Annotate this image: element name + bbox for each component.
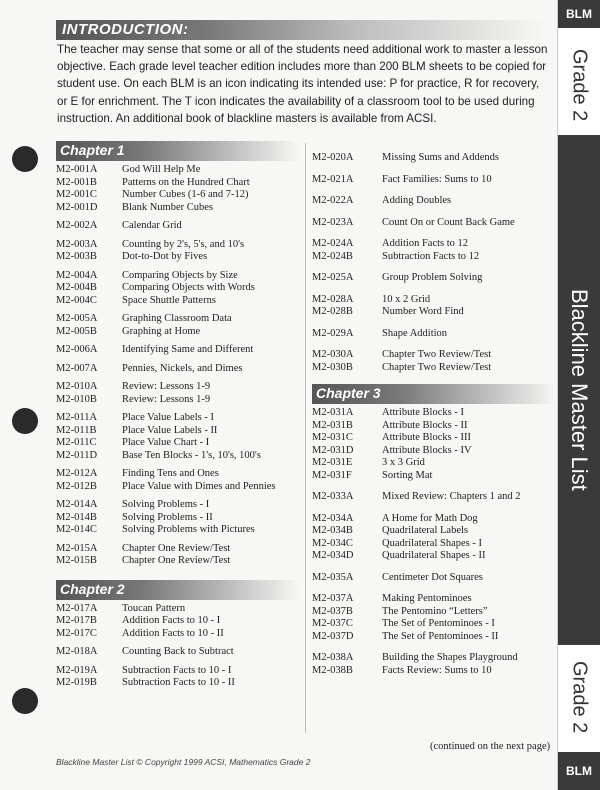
blm-row — [312, 217, 557, 230]
blm-code: M2-037A — [312, 593, 354, 604]
blm-code: M2-011B — [56, 424, 97, 436]
blm-code: M2-001D — [56, 201, 98, 213]
blm-code: M2-031A — [312, 407, 354, 418]
blm-row — [312, 272, 557, 285]
blm-row — [312, 432, 557, 445]
blm-title: Place Value Chart - I — [122, 437, 210, 448]
blm-title: Centimeter Dot Squares — [382, 571, 483, 583]
blm-row — [56, 251, 300, 264]
blm-code: M2-025A — [312, 272, 354, 283]
blm-title: The Set of Pentominoes - I — [382, 618, 495, 629]
blm-code: M2-002A — [56, 220, 98, 231]
blm-row — [312, 618, 557, 631]
blm-row — [56, 270, 300, 283]
blm-group — [56, 363, 300, 376]
blm-title: A Home for Math Dog — [382, 512, 478, 524]
blm-title: Graphing at Home — [122, 325, 201, 337]
continued-note: (continued on the next page) — [430, 741, 551, 752]
chapter-title: Chapter 3 — [316, 385, 381, 401]
blm-title: Mixed Review: Chapters 1 and 2 — [382, 491, 521, 502]
blm-title: Making Pentominoes — [382, 593, 472, 604]
blm-title: Identifying Same and Different — [122, 344, 254, 355]
blm-row — [56, 164, 300, 177]
blm-code: M2-030B — [312, 361, 353, 373]
blm-row — [312, 652, 557, 665]
blm-group — [312, 652, 557, 677]
blm-group — [56, 603, 300, 641]
blm-group — [56, 646, 300, 659]
blm-row — [56, 677, 300, 690]
intro-banner — [56, 20, 546, 40]
blm-title: Counting Back to Subtract — [122, 646, 234, 657]
blm-title: Facts Review: Sums to 10 — [382, 664, 492, 676]
blm-group — [312, 217, 557, 230]
blm-group — [312, 328, 557, 341]
blm-title: Place Value Labels - I — [122, 412, 214, 423]
blm-group — [312, 491, 557, 504]
blm-row — [56, 381, 300, 394]
tab-grade-bottom-text: Grade 2 — [568, 661, 591, 734]
blm-group — [312, 272, 557, 285]
blm-row — [312, 407, 557, 420]
blm-row — [312, 445, 557, 458]
blm-code: M2-001B — [56, 176, 97, 188]
blm-title: Chapter Two Review/Test — [382, 349, 492, 360]
blm-row — [56, 313, 300, 326]
blm-group — [56, 164, 300, 214]
blm-code: M2-014A — [56, 499, 98, 510]
blm-row — [312, 174, 557, 187]
blm-row — [56, 177, 300, 190]
blm-title: Chapter One Review/Test — [122, 555, 231, 566]
blm-code: M2-023A — [312, 216, 354, 228]
blm-code: M2-021A — [312, 173, 354, 185]
binder-hole — [12, 408, 38, 434]
blm-code: M2-028B — [312, 306, 353, 317]
left-column — [56, 141, 300, 696]
blm-row — [312, 572, 557, 585]
tab-title: Blackline Master List — [567, 289, 592, 491]
blm-row — [56, 468, 300, 481]
blm-code: M2-019B — [56, 677, 97, 688]
blm-code: M2-030A — [312, 349, 354, 360]
blm-code: M2-011D — [56, 449, 98, 461]
blm-title: Chapter Two Review/Test — [382, 361, 492, 373]
blm-title: Attribute Blocks - I — [382, 407, 464, 418]
blm-title: Solving Problems - II — [122, 511, 213, 523]
blm-code: M2-034C — [312, 537, 353, 549]
blm-code: M2-015A — [56, 542, 98, 554]
binder-hole — [12, 688, 38, 714]
blm-row — [312, 470, 557, 483]
blm-title: The Pentomino “Letters” — [382, 605, 488, 617]
blm-row — [312, 328, 557, 341]
blm-title: God Will Help Me — [122, 164, 201, 175]
blm-row — [312, 538, 557, 551]
blm-title: Subtraction Facts to 12 — [382, 250, 480, 262]
chapter-title: Chapter 2 — [60, 580, 125, 597]
blm-title: Quadrilateral Shapes - II — [382, 550, 486, 561]
blm-row — [312, 420, 557, 433]
blm-row — [56, 665, 300, 678]
blm-row — [56, 555, 300, 568]
blm-title: Fact Families: Sums to 10 — [382, 173, 492, 185]
blm-group — [56, 468, 300, 493]
blm-code: M2-014C — [56, 524, 97, 535]
blm-title: Group Problem Solving — [382, 272, 483, 283]
blm-code: M2-031F — [312, 469, 352, 481]
blm-row — [56, 628, 300, 641]
blm-group — [56, 543, 300, 568]
blm-row — [56, 603, 300, 616]
tab-grade-bottom — [558, 645, 600, 750]
blm-group — [56, 313, 300, 338]
blm-code: M2-004C — [56, 294, 97, 306]
blm-group — [56, 381, 300, 406]
blm-title: Solving Problems with Pictures — [122, 524, 255, 535]
blm-title: Toucan Pattern — [122, 602, 186, 614]
footer: Blackline Master List © Copyright 1999 ACSI, Mathematics Grade 2 — [56, 757, 311, 767]
blm-code: M2-037D — [312, 630, 354, 642]
blm-code: M2-034B — [312, 525, 353, 536]
blm-row — [312, 513, 557, 526]
blm-title: Review: Lessons 1-9 — [122, 393, 211, 405]
blm-title: Subtraction Facts to 10 - II — [122, 677, 235, 688]
blm-code: M2-035A — [312, 571, 354, 583]
blm-title: Place Value with Dimes and Pennies — [122, 480, 276, 492]
blm-row — [312, 606, 557, 619]
blm-group — [312, 513, 557, 563]
tab-grade-top-text: Grade 2 — [568, 48, 591, 122]
blm-group — [312, 152, 557, 165]
chapter-banner — [56, 580, 300, 600]
blm-row — [312, 550, 557, 563]
blm-group — [312, 572, 557, 585]
blm-code: M2-031D — [312, 444, 354, 456]
blm-code: M2-019A — [56, 664, 98, 676]
blm-code: M2-018A — [56, 646, 98, 657]
tab-title-block — [558, 135, 600, 645]
blm-group — [56, 499, 300, 537]
chapter-banner — [312, 384, 557, 404]
blm-code: M2-010B — [56, 393, 97, 405]
blm-group — [56, 344, 300, 357]
blm-code: M2-001C — [56, 189, 97, 200]
blm-title: Number Word Find — [382, 306, 464, 317]
blm-code: M2-012A — [56, 468, 98, 479]
blm-title: Place Value Labels - II — [122, 424, 218, 436]
blm-code: M2-005B — [56, 325, 97, 337]
blm-code: M2-034D — [312, 550, 354, 561]
tab-grade-top — [558, 30, 600, 140]
blm-code: M2-020A — [312, 152, 354, 163]
blm-title: The Set of Pentominoes - II — [382, 630, 499, 642]
blm-row — [56, 425, 300, 438]
blm-group — [56, 270, 300, 308]
blm-row — [312, 631, 557, 644]
blm-row — [56, 499, 300, 512]
blm-row — [56, 363, 300, 376]
blm-title: Comparing Objects by Size — [122, 269, 238, 281]
tab-blm-top: BLM — [558, 0, 600, 28]
blm-title: Building the Shapes Playground — [382, 652, 518, 663]
blm-code: M2-017B — [56, 615, 97, 626]
blm-title: Space Shuttle Patterns — [122, 294, 216, 306]
blm-code: M2-033A — [312, 491, 354, 502]
blm-group — [312, 238, 557, 263]
blm-code: M2-014B — [56, 511, 97, 523]
blm-row — [312, 349, 557, 362]
blm-row — [312, 251, 557, 264]
blm-title: Pennies, Nickels, and Dimes — [122, 362, 243, 374]
blm-code: M2-037B — [312, 605, 353, 617]
blm-title: Attribute Blocks - II — [382, 419, 468, 431]
blm-code: M2-005A — [56, 313, 98, 324]
blm-code: M2-017A — [56, 602, 98, 614]
blm-title: Addition Facts to 10 - II — [122, 627, 224, 639]
blm-row — [56, 481, 300, 494]
blm-title: Finding Tens and Ones — [122, 468, 219, 479]
blm-title: Addition Facts to 10 - I — [122, 615, 221, 626]
blm-row — [56, 326, 300, 339]
blm-title: Comparing Objects with Words — [122, 282, 255, 293]
blm-row — [312, 238, 557, 251]
blm-group — [312, 174, 557, 187]
blm-title: Subtraction Facts to 10 - I — [122, 664, 232, 676]
blm-group — [312, 349, 557, 374]
blm-row — [56, 437, 300, 450]
blm-title: 10 x 2 Grid — [382, 293, 431, 305]
blm-title: Missing Sums and Addends — [382, 152, 499, 163]
blm-title: Number Cubes (1-6 and 7-12) — [122, 189, 249, 200]
side-tab — [557, 0, 600, 790]
blm-row — [56, 239, 300, 252]
blm-title: Base Ten Blocks - 1's, 10's, 100's — [122, 449, 261, 461]
blm-row — [312, 525, 557, 538]
blm-row — [56, 295, 300, 308]
blm-title: Solving Problems - I — [122, 499, 210, 510]
blm-title: Shape Addition — [382, 327, 448, 339]
blm-row — [56, 189, 300, 202]
intro-heading: INTRODUCTION: — [62, 21, 189, 38]
blm-title: Quadrilateral Shapes - I — [382, 537, 483, 549]
blm-code: M2-028A — [312, 293, 354, 305]
blm-code: M2-003B — [56, 251, 97, 262]
binder-hole — [12, 146, 38, 172]
blm-row — [312, 306, 557, 319]
blm-code: M2-017C — [56, 627, 97, 639]
blm-row — [312, 665, 557, 678]
blm-row — [312, 152, 557, 165]
blm-title: Blank Number Cubes — [122, 201, 213, 213]
blm-title: Adding Doubles — [382, 195, 452, 206]
blm-row — [56, 512, 300, 525]
blm-code: M2-001A — [56, 164, 98, 175]
blm-title: Addition Facts to 12 — [382, 238, 469, 249]
blm-group — [312, 407, 557, 482]
blm-code: M2-038A — [312, 652, 354, 663]
blm-row — [56, 543, 300, 556]
blm-row — [56, 394, 300, 407]
blm-code: M2-037C — [312, 618, 353, 629]
column-divider — [305, 143, 306, 733]
right-column — [312, 152, 557, 686]
blm-group — [56, 412, 300, 462]
blm-row — [312, 294, 557, 307]
blm-code: M2-038B — [312, 664, 353, 676]
blm-title: Chapter One Review/Test — [122, 542, 231, 554]
blm-code: M2-031E — [312, 457, 353, 468]
blm-row — [312, 362, 557, 375]
blm-row — [56, 615, 300, 628]
blm-code: M2-022A — [312, 195, 354, 206]
blm-code: M2-024A — [312, 238, 354, 249]
blm-code: M2-004B — [56, 282, 97, 293]
blm-title: Review: Lessons 1-9 — [122, 381, 211, 392]
blm-row — [56, 220, 300, 233]
blm-code: M2-024B — [312, 250, 353, 262]
blm-code: M2-004A — [56, 269, 98, 281]
blm-code: M2-015B — [56, 555, 97, 566]
blm-title: Calendar Grid — [122, 220, 182, 231]
blm-title: Attribute Blocks - IV — [382, 444, 472, 456]
blm-code: M2-010A — [56, 381, 98, 392]
blm-title: Dot-to-Dot by Fives — [122, 251, 208, 262]
blm-group — [56, 220, 300, 233]
intro-paragraph: The teacher may sense that some or all of the students need additional work to master a lesson objective. Each grade level teacher edition includes more than 200 BLM sheets to be copied for student use. On each BLM is an icon indicating its intended use: P for practice, R for recovery, or E for enrichment. The T icon indicates the availability of a classroom tool to be used during instruction. An additional book of blackline masters is available from ACSI. — [57, 43, 548, 125]
blm-row — [56, 450, 300, 463]
blm-title: Attribute Blocks - III — [382, 432, 471, 443]
blm-group — [312, 294, 557, 319]
blm-title: Graphing Classroom Data — [122, 313, 232, 324]
blm-row — [312, 593, 557, 606]
chapter-title: Chapter 1 — [60, 142, 125, 158]
blm-row — [312, 195, 557, 208]
blm-row — [56, 282, 300, 295]
blm-title: 3 x 3 Grid — [382, 457, 425, 468]
blm-code: M2-006A — [56, 344, 98, 355]
blm-code: M2-007A — [56, 362, 98, 374]
blm-row — [312, 457, 557, 470]
blm-code: M2-031C — [312, 432, 353, 443]
blm-row — [56, 524, 300, 537]
blm-group — [312, 195, 557, 208]
blm-code: M2-034A — [312, 512, 354, 524]
blm-title: Counting by 2's, 5's, and 10's — [122, 238, 245, 250]
blm-group — [56, 239, 300, 264]
blm-row — [56, 202, 300, 215]
chapter-banner — [56, 141, 300, 161]
blm-group — [312, 593, 557, 643]
blm-title: Count On or Count Back Game — [382, 216, 515, 228]
blm-code: M2-031B — [312, 419, 353, 431]
blm-row — [56, 646, 300, 659]
blm-row — [56, 412, 300, 425]
blm-row — [312, 491, 557, 504]
blm-title: Quadrilateral Labels — [382, 525, 468, 536]
blm-code: M2-029A — [312, 327, 354, 339]
blm-title: Patterns on the Hundred Chart — [122, 176, 250, 188]
blm-title: Sorting Mat — [382, 469, 433, 481]
blm-code: M2-012B — [56, 480, 97, 492]
tab-blm-bottom: BLM — [558, 752, 600, 790]
blm-code: M2-011A — [56, 412, 98, 423]
blm-row — [56, 344, 300, 357]
blm-group — [56, 665, 300, 690]
blm-code: M2-003A — [56, 238, 98, 250]
blm-code: M2-011C — [56, 437, 97, 448]
